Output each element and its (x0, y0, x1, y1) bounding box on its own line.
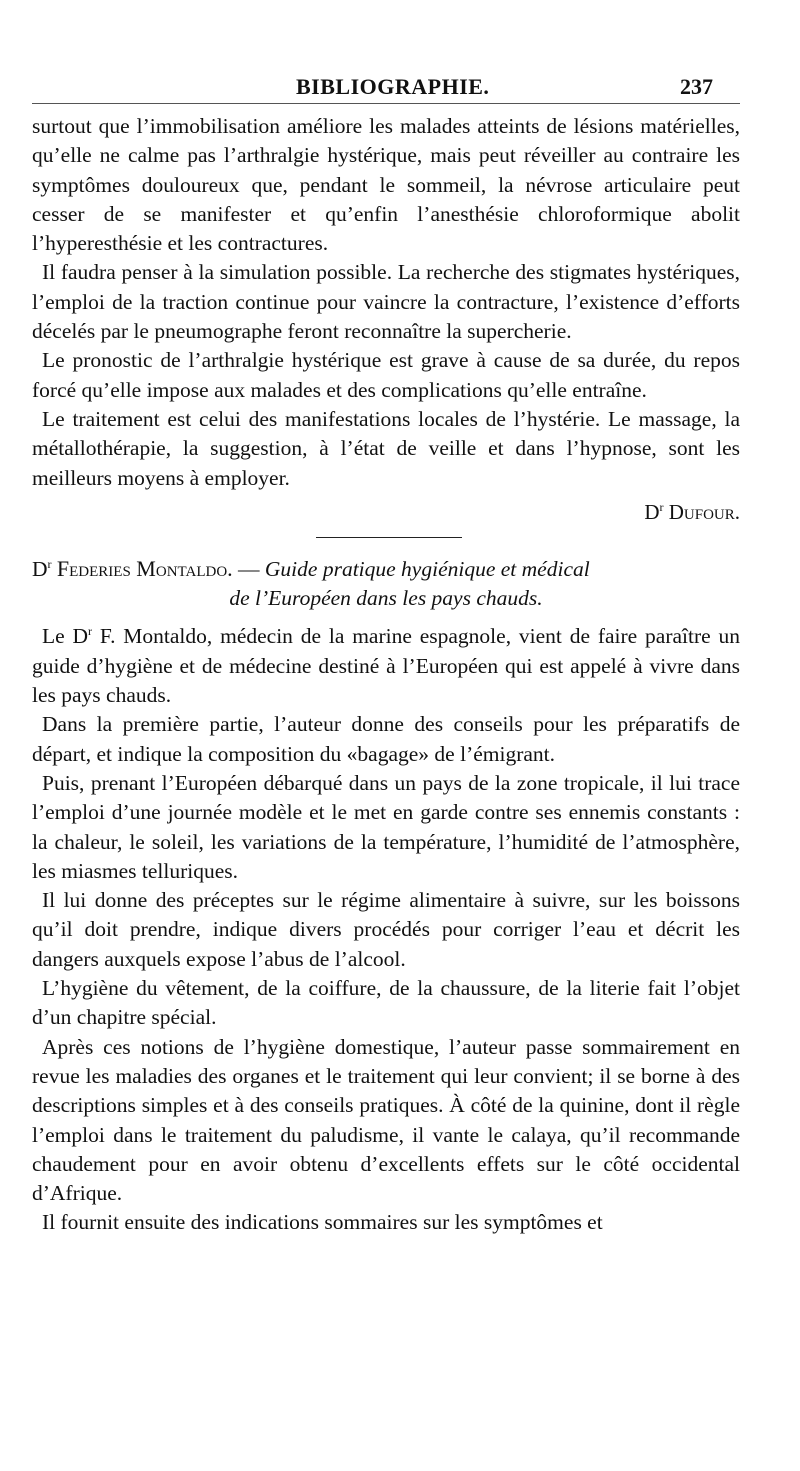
paragraph: Dans la première partie, l’auteur donne des conseils pour les préparatifs de départ, et indique la composition du «bagage» de l’émigrant. (32, 712, 740, 766)
intro-sup: r (88, 624, 93, 639)
paragraph: Après ces notions de l’hygiène domestique, l’auteur passe sommairement en revue les maladies des organes et le traitement qui leur convient; il se borne à des descriptions simples et à des conseils pratiques. À côté de la quinine, dont il règle l’emploi dans le traitement du paludisme, il vante le calaya, qu’il recommande chaudement pour en avoir obtenu d’excellents effets sur le côté occidental d’Afrique. (32, 1034, 740, 1206)
author-sup: r (47, 557, 52, 572)
page-body (32, 112, 740, 1238)
work-title-line2: de l’Européen dans les pays chauds. (229, 586, 543, 611)
paragraph: L’hygiène du vêtement, de la coiffure, de la chaussure, de la literie fait l’objet d’un chapitre spécial. (32, 976, 740, 1030)
review-heading (32, 550, 740, 613)
heading-dash: — (232, 557, 265, 582)
section-divider (316, 537, 462, 538)
paragraph: Le pronostic de l’arthralgie hystérique est grave à cause de sa durée, du repos forcé qu’elle impose aux malades et des complications qu’elle entraîne. (32, 348, 740, 402)
paragraph: Il fournit ensuite des indications sommaires sur les symptômes et (42, 1210, 603, 1235)
author-name: Federies Montaldo. (56, 556, 233, 582)
intro-b: F. Montaldo, médecin de la marine espagnole, vient de faire paraître un guide d’hygiène et de médecine destiné à l’Européen qui est appelé à vivre dans les pays chauds. (32, 624, 740, 708)
paragraph: Puis, prenant l’Européen débarqué dans un pays de la zone tropicale, il lui trace l’emploi d’une journée modèle et le met en garde contre ses ennemis constants : la chaleur, le soleil, les variations de la température, l’humidité de l’atmosphère, les miasmes telluriques. (32, 770, 740, 883)
paragraph (32, 617, 740, 710)
running-title: BIBLIOGRAPHIE. (296, 74, 490, 99)
signature (32, 493, 740, 527)
intro-a: Le D (42, 624, 89, 649)
running-header (0, 70, 800, 106)
signature-name: Dufour. (668, 499, 740, 524)
page-number: 237 (680, 74, 713, 99)
paragraph: Il lui donne des préceptes sur le régime alimentaire à suivre, sur les boissons qu’il doit prendre, indique divers procédés pour corriger l’eau et décrit les dangers auxquels expose l’abus de l’alcool. (32, 888, 740, 971)
signature-prefix: D (644, 499, 660, 524)
header-rule (32, 103, 740, 104)
paragraph: surtout que l’immobilisation améliore les malades atteints de lésions matérielles, qu’elle ne calme pas l’arthralgie hystérique, mais peut réveiller au contraire les symptômes douloureux que, pendant le sommeil, la névrose articulaire peut cesser de se manifester et qu’enfin l’anesthésie chloroformique abolit l’hyperesthésie et les contractures. (32, 114, 740, 256)
work-title-line1: Guide pratique hygiénique et médical (264, 557, 590, 582)
signature-sup: r (659, 499, 664, 514)
paragraph: Le traitement est celui des manifestations locales de l’hystérie. Le massage, la métallothérapie, la suggestion, à l’état de veille et dans l’hypnose, sont les meilleurs moyens à employer. (32, 406, 740, 490)
author-prefix: D (32, 557, 48, 582)
paragraph: Il faudra penser à la simulation possible. La recherche des stigmates hystériques, l’emploi de la traction continue pour vaincre la contracture, l’existence d’efforts décelés par le pneumographe feront reconnaître la supercherie. (32, 260, 740, 344)
